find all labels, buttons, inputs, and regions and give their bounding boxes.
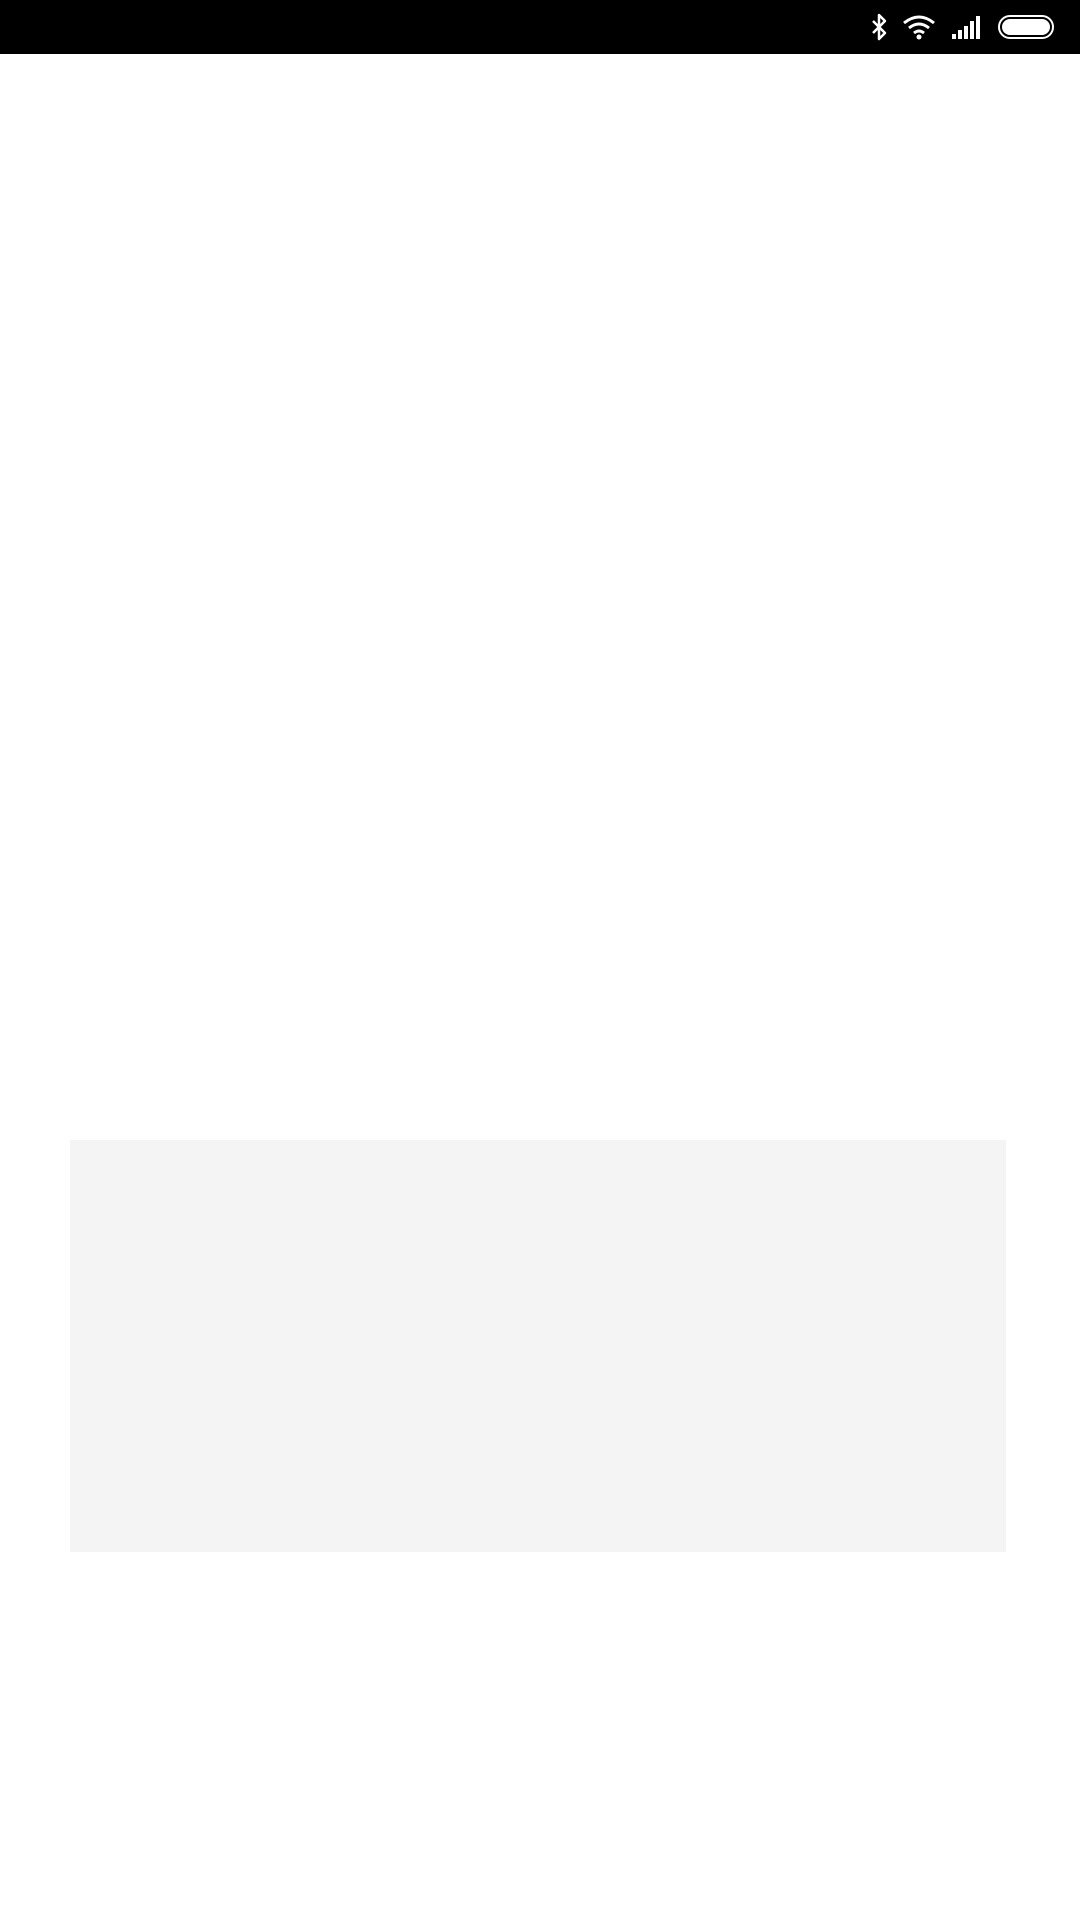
status-bar [0,0,1080,54]
battery-indicator [998,15,1064,39]
wifi-icon [902,14,936,40]
signal-icon [950,14,984,40]
recall-notice-box [70,1140,1006,1552]
article [74,54,1014,196]
bluetooth-icon [870,13,888,41]
status-icons [856,13,1064,41]
battery-level-fill [1002,19,1050,35]
battery-icon [998,15,1054,39]
